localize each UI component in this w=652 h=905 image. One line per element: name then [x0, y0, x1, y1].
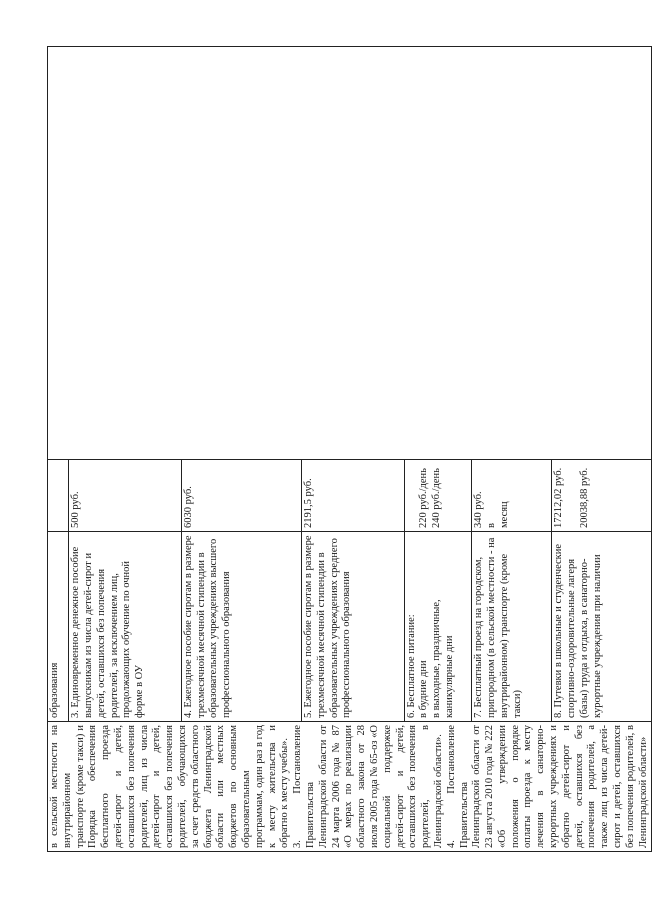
benefit-cell: 6. Бесплатное питание: в будние дни в выходные, праздничные, каникулярные дни [404, 532, 472, 722]
legal-paragraph: 3. Постановление Правительства Ленинградской области от 24 марта 2006 года № 87 «О мерах по реализации областного закона от 28 июля 2005 года № 65-оз «О социальной поддержке детей-сирот и детей, оставшихся без попечения родителей, в Ленинградской области». [292, 725, 444, 848]
benefits-table [47, 46, 652, 852]
benefit-cell: 8. Путевки в школьные и студенческие спортивно-оздоровительные лагеря (базы) труда и отдыха, в санаторно-курортные учреждения при наличии [552, 532, 652, 722]
amount-cell [48, 460, 69, 532]
amount-cell: 340 руб. в месяц [472, 460, 552, 532]
rotated-content [47, 52, 649, 852]
benefit-cell: 7. Бесплатный проезд на городском, пригородном (в сельской местности - на внутрирайонном) транспорте (кроме такси) [472, 532, 552, 722]
amount-cell: 500 руб. [69, 460, 182, 532]
table-row [48, 47, 69, 852]
amount-cell: 220 руб./день 240 руб./день [404, 460, 472, 532]
amount-cell: 17212,02 руб. 20038,88 руб. [552, 460, 652, 532]
empty-cell [48, 47, 652, 460]
benefit-cell: образования [48, 532, 69, 722]
legal-paragraph: в сельской местности на внутрирайонном транспорте (кроме такси) и Порядка обеспечения бесплатного проезда детей-сирот и детей, оставшихся без попечения родителей, лиц из числа детей-сирот и детей, оставшихся без попечения родителей, обучающихся за счет средств областного бюджета Ленинградской области или местных бюджетов по основным образовательным программам, один раз в год к месту жительства и обратно к месту учебы». [49, 725, 291, 848]
amount-cell: 2191,5 руб. [301, 460, 404, 532]
legal-paragraph: 4. Постановление Правительства Ленинградской области от 23 августа 2010 года № 222 «Об утверждении положения о порядке оплаты проезда к месту лечения в санаторно-курортных учреждениях и обратно детей-сирот и детей, оставшихся без попечения родителей, а также лиц из числа детей-сирот и детей, оставшихся без попечения родителей, в Ленинградской области» [445, 725, 649, 848]
benefit-cell: 3. Единовременное денежное пособие выпускникам из числа детей-сирот и детей, оставшихся без попечения родителей, за исключением лиц, продолжающих обучение по очной форме в ОУ [69, 532, 182, 722]
benefit-cell: 4. Ежегодное пособие сиротам в размере трехмесячной месячной стипендии в образовательных учреждениях высшего профессионального образования [181, 532, 301, 722]
amount-cell: 6030 руб. [181, 460, 301, 532]
benefit-cell: 5. Ежегодное пособие сиротам в размере трехмесячной месячной стипендии в образовательных учреждениях среднего профессионального образования [301, 532, 404, 722]
legal-basis-cell [48, 722, 652, 852]
